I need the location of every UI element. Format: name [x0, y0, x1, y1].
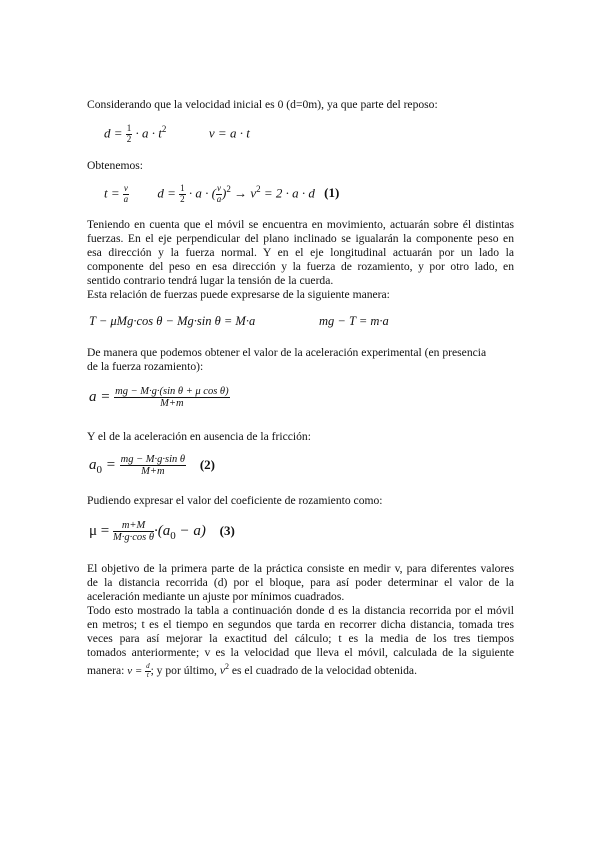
eq-derived-arrow: → v	[234, 185, 257, 201]
eq-a0-num: mg − M·g·sin θ	[120, 454, 186, 465]
eq-basic-half-den: 2	[126, 133, 132, 144]
para6-v2: v	[219, 663, 225, 677]
para6-v-num: d	[146, 662, 150, 671]
eq-derived-t-den: a	[123, 193, 129, 204]
para3-text: Y el de la aceleración en ausencia de la fricción:	[87, 430, 311, 443]
para6-last-b: ; y por último,	[150, 663, 217, 677]
eq-a-den: M+m	[160, 398, 184, 410]
eq-a0-sub: 0	[96, 463, 102, 476]
para1-line-1: Teniendo en cuenta que el móvil se encuentra en movimiento, actuarán sobre él distintas	[87, 218, 514, 231]
obtenemos-text: Obtenemos:	[87, 159, 144, 172]
eq-derived-rhs: = 2 · a · d	[263, 185, 315, 201]
eq-a0-frac	[120, 454, 186, 477]
eq-a-num: mg − M·g·(sin θ + μ cos θ)	[115, 386, 229, 397]
eq-mu-den: M·g·cos θ	[113, 532, 155, 544]
para6-line-1: Todo esto mostrado la tabla a continuación donde d es la distancia recorrida por el móvil	[87, 604, 514, 617]
eq-derived-d-lhs: d =	[157, 185, 176, 201]
eq-a0-label: (2)	[199, 456, 215, 472]
para6-last-line	[87, 660, 417, 679]
eq-basic-d-rhs: · a · t	[135, 125, 162, 141]
para6-line-4: tomados anteriormente; v es la velocidad que lleva el móvil, calculada de la siguiente	[87, 646, 514, 659]
para2-line-1: De manera que podemos obtener el valor de la aceleración experimental (en presencia	[87, 346, 487, 359]
para2-line-2: de la fuerza rozamiento):	[87, 360, 204, 373]
eq-derived-d-close: )	[222, 185, 227, 201]
eq-derived-half-den: 2	[180, 193, 185, 204]
para6-v-eq	[127, 662, 150, 679]
para6-last-a: manera:	[87, 663, 125, 677]
eq-a0-eq: =	[105, 456, 116, 473]
para6-v-eq-lhs: v =	[127, 664, 143, 677]
eq-a-frac	[114, 386, 229, 409]
eq-a0-den: M+m	[141, 466, 165, 478]
eq-derived-t-lhs: t =	[104, 185, 120, 201]
para1-line-5: sentido contrario tendrá lugar la tensión de la cuerda.	[87, 274, 334, 287]
equation-a0	[89, 454, 215, 477]
eq-derived-half-num: 1	[180, 183, 185, 194]
eq-mu-label: (3)	[219, 522, 235, 538]
eq-derived-half	[179, 184, 186, 204]
eq-mu-lhs: μ =	[89, 522, 110, 539]
equation-forces-left: T − μMg·cos θ − Mg·sin θ = M·a	[89, 314, 256, 328]
intro-text: Considerando que la velocidad inicial es 0 (d=0m), ya que parte del reposo:	[87, 98, 438, 111]
para5-line-2: de la distancia recorrida (d) por el bloque, para así poder determinar el valor de la	[87, 576, 514, 589]
para1-line-4: componente del peso en esa dirección y la fuerza de rozamiento, y por otro lado, en	[87, 260, 514, 273]
eq-mu-rhs-close: − a)	[179, 522, 206, 539]
eq-derived-paren-num: v	[217, 183, 222, 194]
eq-mu-sub: 0	[170, 529, 176, 542]
para6-line-2: en metros; t es el tiempo en segundos que tarda en recorrer dicha distancia, tomada tres	[87, 618, 514, 631]
eq-a-lhs: a =	[89, 388, 111, 405]
eq-derived-d-mid: · a · (	[188, 185, 217, 201]
eq-basic-square: 2	[161, 124, 167, 134]
para5-line-1: El objetivo de la primera parte de la práctica consiste en medir v, para diferentes valores	[87, 562, 514, 575]
eq-derived-t-frac	[123, 184, 129, 204]
para6-v-den: t	[146, 670, 149, 679]
eq-a0-lhs: a	[89, 456, 97, 473]
eq-basic-half	[126, 124, 133, 144]
eq-derived-square2: 2	[256, 184, 261, 194]
para1-last-line: Esta relación de fuerzas puede expresarse de la siguiente manera:	[87, 288, 390, 301]
equation-mu	[89, 520, 235, 543]
eq-mu-frac	[113, 520, 154, 543]
eq-basic-v: v = a · t	[208, 125, 250, 141]
eq-mu-num: m+M	[113, 520, 154, 532]
eq-derived-t-num: v	[123, 183, 128, 194]
eq-derived-square: 2	[226, 184, 231, 194]
para5-line-3: aceleración mediante un ajuste por mínimos cuadrados.	[87, 590, 345, 603]
eq-derived-label: (1)	[324, 185, 340, 201]
eq-derived-paren-den: a	[216, 193, 222, 204]
para4-text: Pudiendo expresar el valor del coeficiente de rozamiento como:	[87, 494, 383, 507]
para1-line-2: fuerzas. En el eje perpendicular del plano inclinado se igualarán la componente peso en	[87, 232, 514, 245]
equation-derived	[104, 184, 339, 204]
para6-v2-square: 2	[224, 662, 229, 671]
eq-mu-rhs-open: ·(a	[154, 522, 171, 539]
eq-basic-d-lhs: d =	[104, 125, 123, 141]
equation-a	[89, 386, 230, 409]
equation-basic	[104, 124, 250, 144]
para6-line-3: veces para así mejorar la exactitud del cálculo; t es la media de los tres tiempos	[87, 632, 514, 645]
para6-last-c: es el cuadrado de la velocidad obtenida.	[231, 663, 417, 677]
para1-line-3: esa dirección y la fuerza normal. Y en el eje longitudinal actuarán por un lado la	[87, 246, 514, 259]
equation-forces-right: mg − T = m·a	[319, 314, 389, 328]
eq-basic-half-num: 1	[126, 123, 132, 134]
